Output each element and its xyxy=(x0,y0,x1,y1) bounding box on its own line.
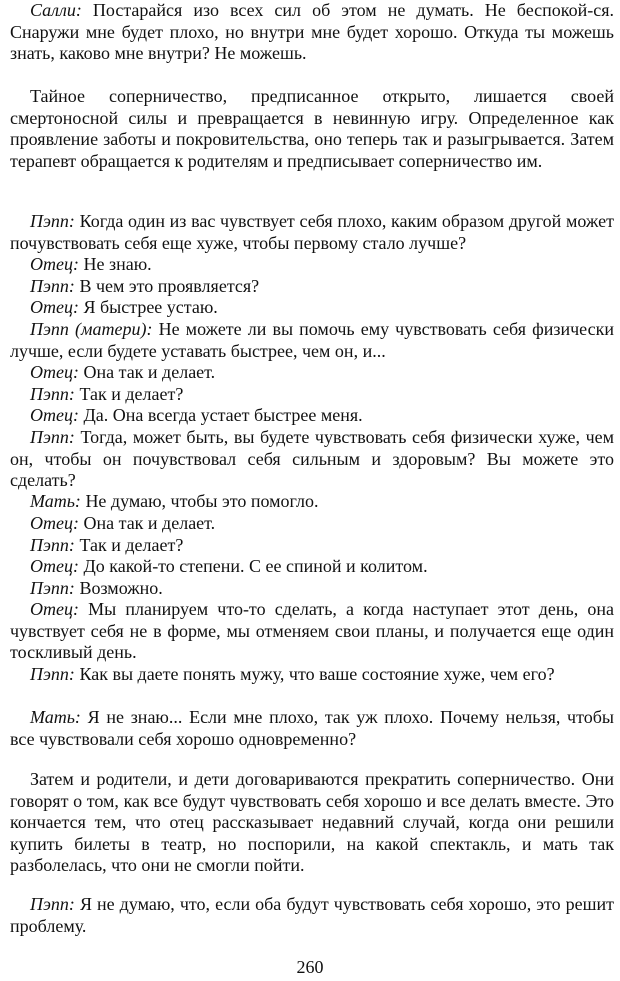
dialogue-line xyxy=(10,599,614,664)
speaker-label: Мать: xyxy=(30,491,81,511)
line-text: Тогда, может быть, вы будете чувствовать себя физически хуже, чем он, чтобы он почувствовал себя сильным и здоровым? Вы можете это сделать? xyxy=(10,427,614,491)
speaker-label: Пэпп: xyxy=(30,276,75,296)
dialogue-line xyxy=(10,405,614,427)
line-text: Она так и делает. xyxy=(78,362,216,382)
dialogue-line xyxy=(10,664,614,686)
speaker-label: Отец: xyxy=(30,297,79,317)
line-text: Я быстрее устаю. xyxy=(78,297,218,317)
dialogue-line xyxy=(10,578,614,600)
dialogue-line xyxy=(10,0,614,65)
dialogue-line xyxy=(10,491,614,513)
dialogue-line xyxy=(10,707,614,750)
speaker-label: Пэпп: xyxy=(30,664,75,684)
narrative-paragraph xyxy=(10,86,614,172)
speaker-label: Пэпп: xyxy=(30,894,75,914)
speaker-label: Салли: xyxy=(30,0,82,20)
paragraph-text: Тайное соперничество, предписанное открыто, лишается своей смертоносной силы и превращается в невинную игру. Определенное как проявление заботы и покровительства, оно теперь так и разыгрывается. Затем терапевт обращается к родителям и предписывает соперничество им. xyxy=(10,86,614,171)
line-text: Постарайся изо всех сил об этом не думать. Не беспокой-ся. Снаружи мне будет плохо, но внутри мне будет хорошо. Откуда ты можешь знать, каково мне внутри? Не можешь. xyxy=(10,0,614,64)
line-text: Я не думаю, что, если оба будут чувствовать себя хорошо, это решит проблему. xyxy=(10,894,614,936)
line-text: Не знаю. xyxy=(78,254,152,274)
speaker-label: Отец: xyxy=(30,599,79,619)
dialogue-line xyxy=(10,362,614,384)
speaker-label: Отец: xyxy=(30,405,79,425)
narrative-paragraph xyxy=(10,769,614,877)
page-number: 260 xyxy=(296,957,324,977)
paragraph-text: Затем и родители, и дети договариваются прекратить соперничество. Они говорят о том, как все будут чувствовать себя хорошо и все делать вместе. Это кончается тем, что отец рассказывает недавний случай, когда они решили купить билеты в театр, но поспорили, на какой спектакль, и мать так разболелась, что они не смогли пойти. xyxy=(10,769,614,876)
line-text: Она так и делает. xyxy=(78,513,216,533)
line-text: В чем это проявляется? xyxy=(74,276,260,296)
dialogue-line xyxy=(10,556,614,578)
speaker-label: Пэпп (матери): xyxy=(30,319,153,339)
line-text: Я не знаю... Если мне плохо, так уж плохо. Почему нельзя, чтобы все чувствовали себя хорошо одновременно? xyxy=(10,707,614,749)
line-text: Так и делает? xyxy=(74,535,184,555)
line-text: Не думаю, чтобы это помогло. xyxy=(80,491,319,511)
speaker-label: Отец: xyxy=(30,362,79,382)
line-text: Мы планируем что-то сделать, а когда наступает этот день, она чувствует себя не в форме, мы отменяем свои планы, и получается еще один тоскливый день. xyxy=(10,599,614,663)
dialogue-line xyxy=(10,297,614,319)
dialogue-line xyxy=(10,894,614,937)
speaker-label: Пэпп: xyxy=(30,578,75,598)
line-text: Когда один из вас чувствует себя плохо, каким образом другой может почувствовать себя еще хуже, чтобы первому стало лучше? xyxy=(10,211,614,253)
line-text: Возможно. xyxy=(74,578,163,598)
speaker-label: Мать: xyxy=(30,707,81,727)
dialogue-line xyxy=(10,384,614,406)
speaker-label: Пэпп: xyxy=(30,427,75,447)
speaker-label: Пэпп: xyxy=(30,211,75,231)
line-text: Так и делает? xyxy=(74,384,184,404)
dialogue-line xyxy=(10,427,614,492)
speaker-label: Отец: xyxy=(30,556,79,576)
dialogue-line xyxy=(10,513,614,535)
line-text: Да. Она всегда устает быстрее меня. xyxy=(78,405,363,425)
line-text: Как вы даете понять мужу, что ваше состояние хуже, чем его? xyxy=(74,664,555,684)
line-text: До какой-то степени. С ее спиной и колитом. xyxy=(78,556,428,576)
dialogue-line xyxy=(10,276,614,298)
speaker-label: Отец: xyxy=(30,513,79,533)
dialogue-line xyxy=(10,254,614,276)
dialogue-line xyxy=(10,535,614,557)
speaker-label: Пэпп: xyxy=(30,535,75,555)
speaker-label: Пэпп: xyxy=(30,384,75,404)
line-text: Не можете ли вы помочь ему чувствовать себя физически лучше, если будете уставать быстрее, чем он, и... xyxy=(10,319,614,361)
speaker-label: Отец: xyxy=(30,254,79,274)
dialogue-line xyxy=(10,211,614,254)
dialogue-line xyxy=(10,319,614,362)
